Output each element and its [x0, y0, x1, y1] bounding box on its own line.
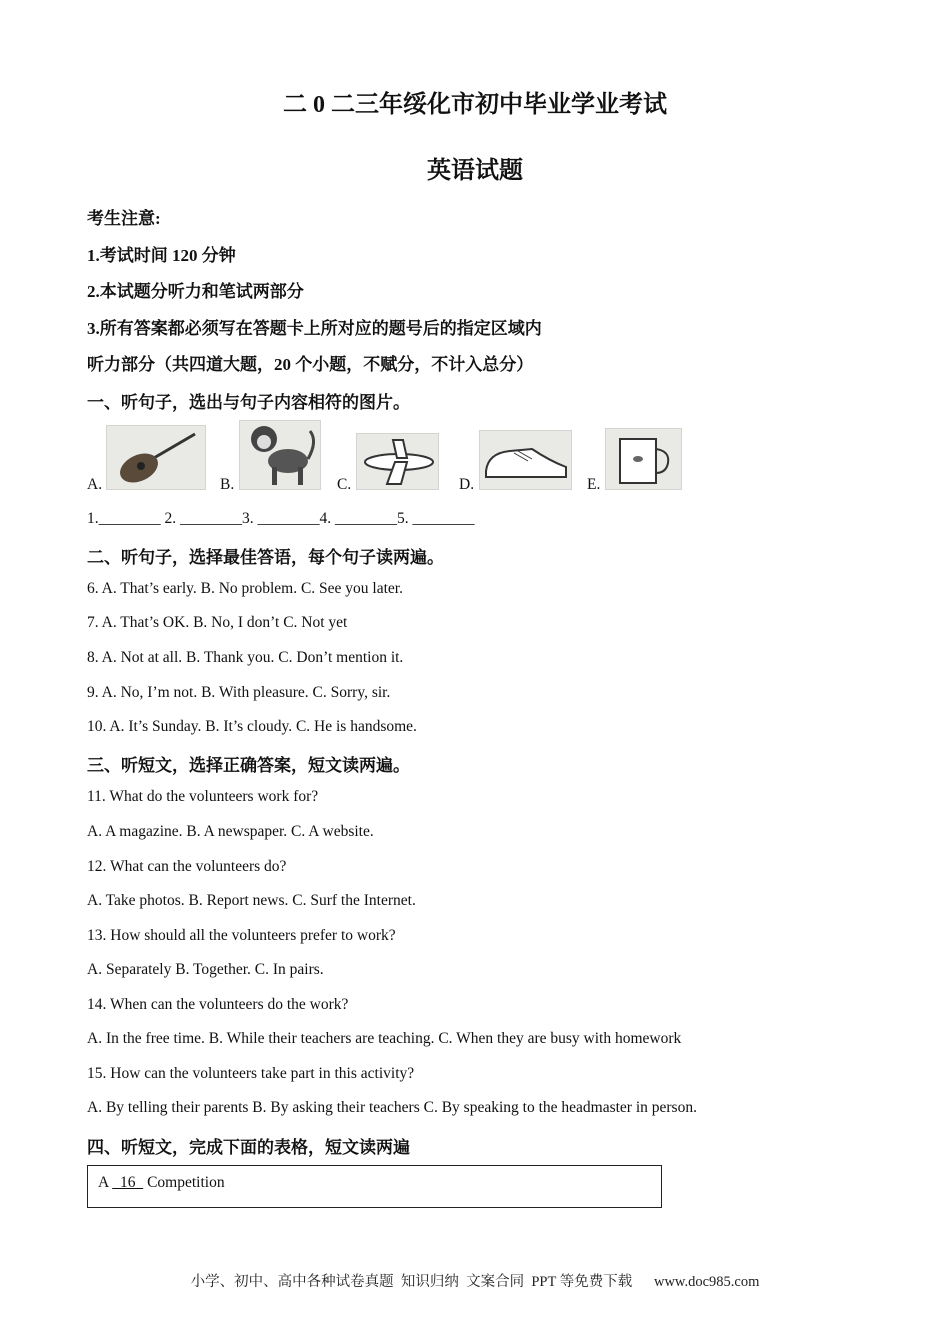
options-line: A. Take photos. B. Report news. C. Surf the Internet.	[87, 892, 416, 909]
question-line: 7. A. That’s OK. B. No, I don’t C. Not yet	[87, 614, 348, 631]
cup-icon	[605, 428, 682, 490]
options-line: A. By telling their parents B. By asking their teachers C. By speaking to the headmaster in person.	[87, 1099, 697, 1116]
question-line: 14. When can the volunteers do the work?	[87, 996, 349, 1013]
section1-heading: 一、听句子，选出与句子内容相符的图片。	[87, 393, 410, 412]
page-footer: 小学、初中、高中各种试卷真题 知识归纳 文案合同 PPT 等免费下载 www.doc985.com	[190, 1274, 760, 1290]
question-line: 12. What can the volunteers do?	[87, 858, 287, 875]
guitar-icon	[106, 425, 206, 490]
picture-label: B.	[220, 476, 235, 493]
notice-heading: 考生注意:	[87, 209, 161, 228]
question-line: 9. A. No, I’m not. B. With pleasure. C. Sorry, sir.	[87, 684, 391, 701]
notice-item: 3.所有答案都必须写在答题卡上所对应的题号后的指定区域内	[87, 319, 542, 338]
picture-label: E.	[587, 476, 601, 493]
exam-title: 二 0 二三年绥化市初中毕业学业考试	[283, 92, 667, 118]
table-prefix: A	[98, 1174, 113, 1191]
monkey-icon	[239, 420, 321, 490]
notice-item: 2.本试题分听力和笔试两部分	[87, 282, 304, 301]
question-line: 6. A. That’s early. B. No problem. C. See you later.	[87, 580, 403, 597]
shoe-icon	[479, 430, 572, 490]
answer-blanks: 1.________ 2. ________3. ________4. ________5. ________	[87, 510, 475, 527]
question-line: 10. A. It’s Sunday. B. It’s cloudy. C. He is handsome.	[87, 718, 417, 735]
question-line: 8. A. Not at all. B. Thank you. C. Don’t mention it.	[87, 649, 404, 666]
question-line: 11. What do the volunteers work for?	[87, 788, 319, 805]
table-cell	[98, 1174, 225, 1192]
exam-subtitle: 英语试题	[427, 158, 523, 184]
section3-heading: 三、听短文，选择正确答案，短文读两遍。	[87, 756, 410, 775]
options-line: A. A magazine. B. A newspaper. C. A website.	[87, 823, 374, 840]
section2-heading: 二、听句子，选择最佳答语，每个句子读两遍。	[87, 548, 444, 567]
options-line: A. Separately B. Together. C. In pairs.	[87, 961, 324, 978]
notice-item: 1.考试时间 120 分钟	[87, 246, 236, 265]
listening-intro: 听力部分（共四道大题，20 个小题，不赋分，不计入总分）	[87, 355, 534, 374]
blank-16: 16	[112, 1174, 144, 1191]
answer-table	[87, 1165, 662, 1208]
question-line: 15. How can the volunteers take part in this activity?	[87, 1065, 415, 1082]
question-line: 13. How should all the volunteers prefer to work?	[87, 927, 396, 944]
picture-label: A.	[87, 476, 103, 493]
airplane-icon	[356, 433, 439, 490]
picture-label: D.	[459, 476, 475, 493]
table-suffix: Competition	[143, 1174, 225, 1191]
section4-heading: 四、听短文，完成下面的表格，短文读两遍	[87, 1138, 410, 1157]
options-line: A. In the free time. B. While their teachers are teaching. C. When they are busy with homework	[87, 1030, 682, 1047]
picture-label: C.	[337, 476, 352, 493]
